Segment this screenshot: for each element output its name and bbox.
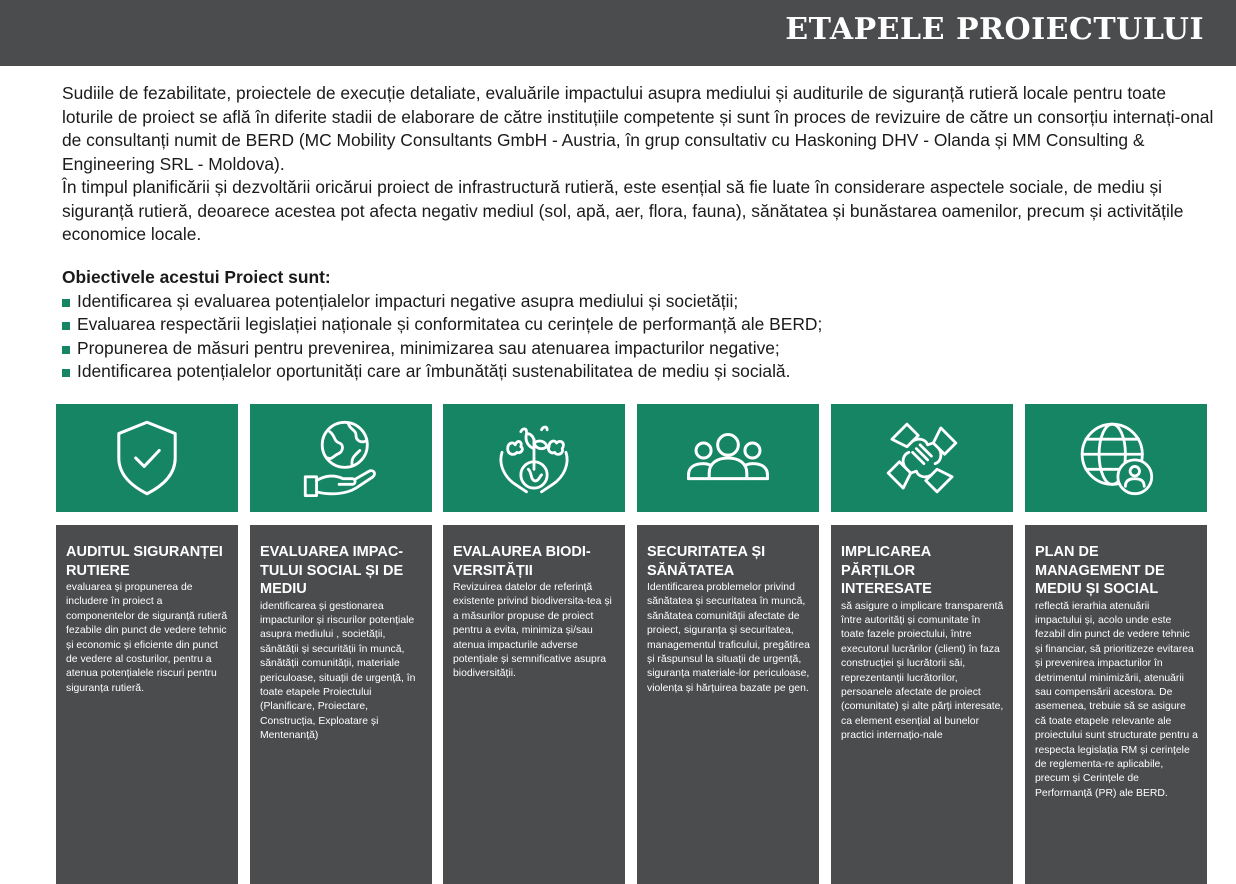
card-text: evaluarea și propunerea de includere în proiect a componentelor de siguranță rutieră fezabile din punct de vedere tehnic și economic și eficiente din punct de vedere al costurilor, pentru a atenua potențialele riscuri pentru siguranța rutieră. bbox=[66, 582, 228, 694]
card-text: Revizuirea datelor de referință existente privind biodiversita-tea și a măsurilor propuse de proiect pentru a evita, minimiza și/sau atenua impacturile adverse potențiale și semnificative asupra biodiversității. bbox=[453, 582, 612, 680]
objectives-list bbox=[62, 290, 1218, 384]
card-body bbox=[250, 525, 432, 884]
bullet-square-icon bbox=[62, 369, 70, 377]
card-title: PLAN DE MANAGEMENT DE MEDIU ȘI SOCIAL bbox=[1035, 544, 1165, 597]
shield-check-icon bbox=[100, 411, 194, 505]
card-title: AUDITUL SIGURANȚEI RUTIERE bbox=[66, 544, 223, 579]
bullet-square-icon bbox=[62, 299, 70, 307]
card-text: Identificarea problemelor privind sănătatea și securitatea în muncă, sănătatea comunității afectate de proiect, siguranța și securitatea, managementul traficului, pregătirea și răspunsul la situații de urgență, siguranța materiale-lor periculoase, violența și hărțuirea bazate pe gen. bbox=[647, 582, 810, 694]
card-icon-box bbox=[1025, 404, 1207, 512]
bullet-square-icon bbox=[62, 322, 70, 330]
header-bar bbox=[0, 0, 1236, 66]
biodiversity-hands-icon bbox=[487, 411, 581, 505]
objective-item: Propunerea de măsuri pentru prevenirea, minimizarea sau atenuarea impacturilor negative; bbox=[62, 337, 1218, 361]
bullet-square-icon bbox=[62, 346, 70, 354]
globe-person-icon bbox=[1069, 411, 1163, 505]
card-biodiversity bbox=[443, 404, 625, 884]
card-title: EVALAUREA BIODI-VERSITĂȚII bbox=[453, 544, 591, 579]
joined-hands-icon bbox=[875, 411, 969, 505]
card-body bbox=[443, 525, 625, 884]
card-environmental-social-management-plan bbox=[1025, 404, 1207, 884]
card-title: EVALUAREA IMPAC-TULUI SOCIAL ȘI DE MEDIU bbox=[260, 544, 404, 597]
card-security-health bbox=[637, 404, 819, 884]
card-stakeholder-engagement bbox=[831, 404, 1013, 884]
card-text: să asigure o implicare transparentă între autorități și comunitate în toate fazele proiectului, între executorul lucrărilor (client) în faza construcției și lucrătorii săi, reprezentanții lucrătorilor, persoanele afectate de proiect (comunitate) și alte părți interesate, ca element esențial al bunelor practici internațio-nale bbox=[841, 600, 1004, 742]
card-icon-box bbox=[443, 404, 625, 512]
card-title: SECURITATEA ȘI SĂNĂTATEA bbox=[647, 544, 766, 579]
card-road-safety-audit bbox=[56, 404, 238, 884]
card-title: IMPLICAREA PĂRȚILOR INTERESATE bbox=[841, 544, 932, 597]
page-title: ETAPELE PROIECTULUI bbox=[785, 12, 1204, 47]
card-social-environmental-impact bbox=[250, 404, 432, 884]
card-body bbox=[1025, 525, 1207, 884]
card-body bbox=[637, 525, 819, 884]
card-icon-box bbox=[637, 404, 819, 512]
card-icon-box bbox=[831, 404, 1013, 512]
intro-paragraph-2: În timpul planificării și dezvoltării oricărui proiect de infrastructură rutieră, este esențial să fie luate în considerare aspectele sociale, de mediu și siguranță rutieră, deoarece acestea pot afecta negativ mediul (sol, apă, aer, flora, fauna), sănătatea și bunăstarea oamenilor, precum și activitățile economice locale. bbox=[62, 177, 1184, 244]
card-text: reflectă ierarhia atenuării impactului și, acolo unde este fezabil din punct de vedere tehnic și financiar, să prioritizeze evitarea și prevenirea impacturilor în detrimentul minimizării, atenuării sau compensării acestora. De asemenea, trebuie să se asigure că toate etapele relevante ale proiectului sunt structurate pentru a respecta legislația RM și cerințele de reglementa-re aplicabile, precum și Cerințele de Performanță (PR) ale BERD. bbox=[1035, 600, 1198, 799]
objective-item: Identificarea potențialelor oportunități care ar îmbunătăți sustenabilitatea de mediu și socială. bbox=[62, 360, 1218, 384]
intro-text bbox=[62, 82, 1218, 247]
intro-paragraph-1: Sudiile de fezabilitate, proiectele de execuție detaliate, evaluările impactului asupra mediului și auditurile de siguranță rutieră locale pentru toate loturile de proiect se află în diferite stadii de elaborare de către instituțiile competente și sunt în proces de revizuire de către un consorțiu internați-onal de consultanți numit de BERD (MC Mobility Consultants GmbH - Austria, în grup consultativ cu Haskoning DHV - Olanda și MM Consulting & Engineering SRL - Moldova). bbox=[62, 83, 1214, 174]
people-group-icon bbox=[681, 411, 775, 505]
globe-in-hand-icon bbox=[294, 411, 388, 505]
card-body bbox=[56, 525, 238, 884]
objectives-section bbox=[62, 266, 1218, 384]
card-text: identificarea și gestionarea impacturilor și riscurilor potențiale asupra mediului , societății, sănătății și securității în muncă, sănătății comunității, materiale periculoase, situații de urgență, în toate etapele Proiectului (Planificare, Proiectare, Construcția, Exploatare și Mentenanță) bbox=[260, 600, 416, 742]
card-icon-box bbox=[250, 404, 432, 512]
objective-item: Evaluarea respectării legislației naționale și conformitatea cu cerințele de performanță ale BERD; bbox=[62, 313, 1218, 337]
objective-item: Identificarea și evaluarea potențialelor impacturi negative asupra mediului și societății; bbox=[62, 290, 1218, 314]
objectives-title: Obiectivele acestui Proiect sunt: bbox=[62, 267, 331, 287]
card-body bbox=[831, 525, 1013, 884]
card-icon-box bbox=[56, 404, 238, 512]
